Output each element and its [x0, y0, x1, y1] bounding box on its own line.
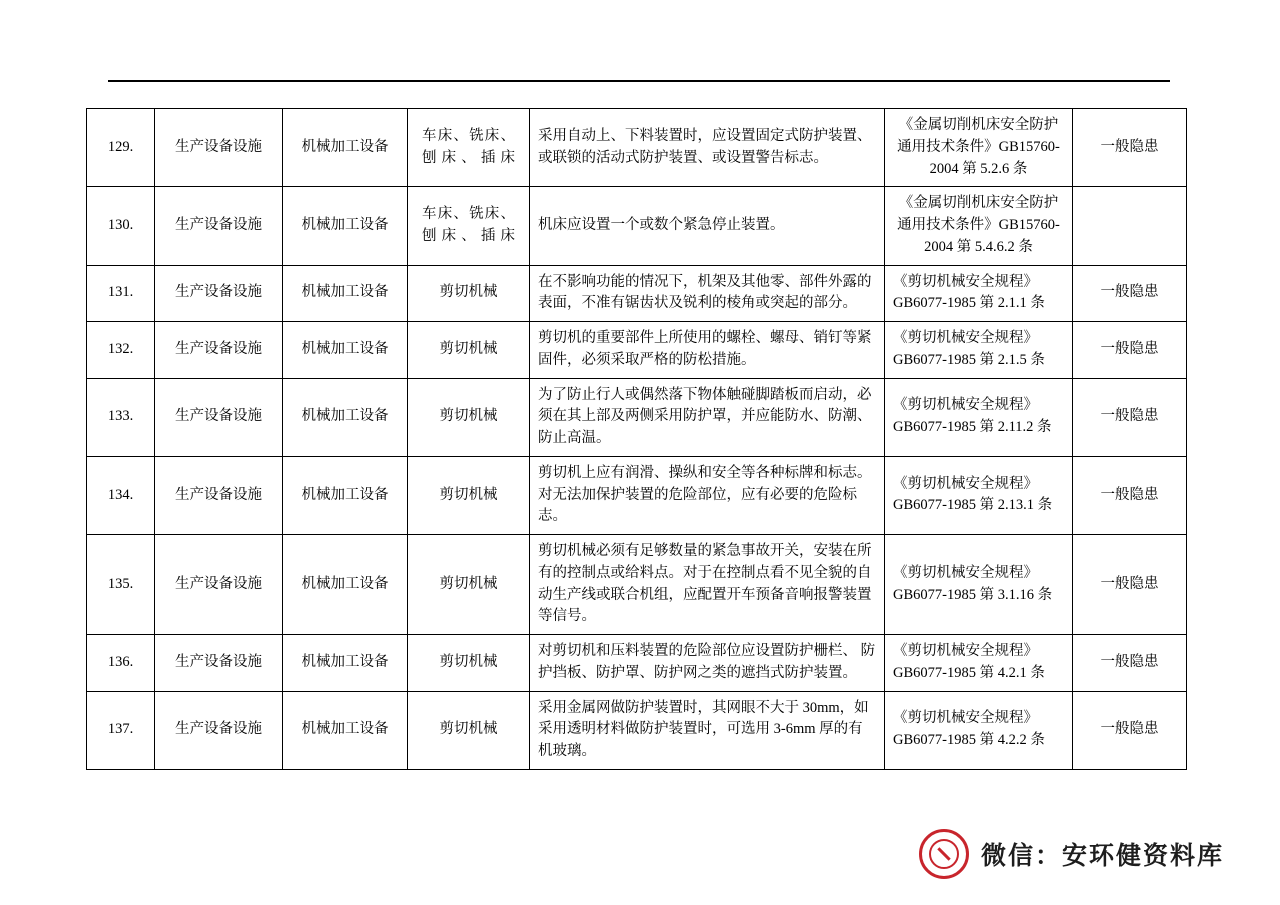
cell-equipment: 剪切机械: [408, 691, 530, 769]
cell-subcategory: 机械加工设备: [283, 187, 408, 265]
cell-level: 一般隐患: [1073, 109, 1187, 187]
cell-level: 一般隐患: [1073, 378, 1187, 456]
cell-level: 一般隐患: [1073, 456, 1187, 534]
cell-category: 生产设备设施: [155, 456, 283, 534]
cell-subcategory: 机械加工设备: [283, 456, 408, 534]
cell-reference: 《剪切机械安全规程》GB6077-1985 第 4.2.2 条: [885, 691, 1073, 769]
cell-no: 129.: [87, 109, 155, 187]
watermark-text: 微信：安环健资料库: [980, 841, 1224, 870]
cell-no: 130.: [87, 187, 155, 265]
cell-level: 一般隐患: [1073, 322, 1187, 379]
cell-reference: 《剪切机械安全规程》GB6077-1985 第 3.1.16 条: [885, 535, 1073, 635]
table-row: [87, 535, 1187, 635]
cell-category: 生产设备设施: [155, 535, 283, 635]
table-row: [87, 109, 1187, 187]
cell-level: 一般隐患: [1073, 535, 1187, 635]
cell-reference: 《金属切削机床安全防护通用技术条件》GB15760-2004 第 5.2.6 条: [885, 109, 1073, 187]
cell-subcategory: 机械加工设备: [283, 265, 408, 322]
table-row: [87, 691, 1187, 769]
cell-reference: 《剪切机械安全规程》GB6077-1985 第 2.11.2 条: [885, 378, 1073, 456]
cell-level: 一般隐患: [1073, 691, 1187, 769]
cell-no: 132.: [87, 322, 155, 379]
cell-no: 133.: [87, 378, 155, 456]
cell-subcategory: 机械加工设备: [283, 535, 408, 635]
hazard-checklist-table-container: [86, 108, 1186, 770]
cell-equipment: 剪切机械: [408, 265, 530, 322]
cell-description: 剪切机的重要部件上所使用的螺栓、螺母、销钉等紧固件，必须采取严格的防松措施。: [530, 322, 885, 379]
cell-category: 生产设备设施: [155, 378, 283, 456]
cell-category: 生产设备设施: [155, 187, 283, 265]
cell-subcategory: 机械加工设备: [283, 322, 408, 379]
cell-equipment: 剪切机械: [408, 456, 530, 534]
table-row: [87, 187, 1187, 265]
watermark: [919, 829, 1224, 879]
cell-category: 生产设备设施: [155, 109, 283, 187]
cell-no: 134.: [87, 456, 155, 534]
cell-description: 对剪切机和压料装置的危险部位应设置防护栅栏、 防护挡板、防护罩、防护网之类的遮挡式防护装置。: [530, 635, 885, 692]
cell-no: 136.: [87, 635, 155, 692]
cell-description: 采用自动上、下料装置时，应设置固定式防护装置、或联锁的活动式防护装置、或设置警告标志。: [530, 109, 885, 187]
cell-reference: 《剪切机械安全规程》GB6077-1985 第 2.1.5 条: [885, 322, 1073, 379]
cell-no: 137.: [87, 691, 155, 769]
cell-reference: 《金属切削机床安全防护通用技术条件》GB15760-2004 第 5.4.6.2 条: [885, 187, 1073, 265]
cell-description: 剪切机械必须有足够数量的紧急事故开关，安装在所有的控制点或给料点。对于在控制点看不见全貌的自动生产线或联合机组，应配置开车预备音响报警装置等信号。: [530, 535, 885, 635]
cell-description: 在不影响功能的情况下，机架及其他零、部件外露的表面，不准有锯齿状及锐利的棱角或突起的部分。: [530, 265, 885, 322]
cell-level: 一般隐患: [1073, 635, 1187, 692]
cell-description: 采用金属网做防护装置时，其网眼不大于 30mm，如采用透明材料做防护装置时，可选用 3-6mm 厚的有机玻璃。: [530, 691, 885, 769]
cell-subcategory: 机械加工设备: [283, 635, 408, 692]
cell-subcategory: 机械加工设备: [283, 109, 408, 187]
cell-description: 为了防止行人或偶然落下物体触碰脚踏板而启动，必须在其上部及两侧采用防护罩，并应能防水、防潮、防止高温。: [530, 378, 885, 456]
table-row: [87, 635, 1187, 692]
cell-subcategory: 机械加工设备: [283, 691, 408, 769]
cell-no: 135.: [87, 535, 155, 635]
cell-category: 生产设备设施: [155, 265, 283, 322]
cell-description: 机床应设置一个或数个紧急停止装置。: [530, 187, 885, 265]
header-divider: [108, 80, 1170, 82]
cell-category: 生产设备设施: [155, 691, 283, 769]
cell-level: 一般隐患: [1073, 265, 1187, 322]
cell-category: 生产设备设施: [155, 635, 283, 692]
cell-level: [1073, 187, 1187, 265]
hazard-checklist-table: [86, 108, 1187, 770]
cell-reference: 《剪切机械安全规程》GB6077-1985 第 2.13.1 条: [885, 456, 1073, 534]
cell-equipment: 车床、铣床、刨床、插床: [408, 109, 530, 187]
table-row: [87, 322, 1187, 379]
circle-seal-icon: [919, 829, 969, 879]
table-row: [87, 378, 1187, 456]
cell-equipment: 剪切机械: [408, 322, 530, 379]
cell-no: 131.: [87, 265, 155, 322]
cell-reference: 《剪切机械安全规程》GB6077-1985 第 2.1.1 条: [885, 265, 1073, 322]
cell-description: 剪切机上应有润滑、操纵和安全等各种标牌和标志。对无法加保护装置的危险部位，应有必要的危险标志。: [530, 456, 885, 534]
cell-equipment: 剪切机械: [408, 535, 530, 635]
cell-equipment: 剪切机械: [408, 635, 530, 692]
table-row: [87, 265, 1187, 322]
cell-subcategory: 机械加工设备: [283, 378, 408, 456]
cell-reference: 《剪切机械安全规程》GB6077-1985 第 4.2.1 条: [885, 635, 1073, 692]
cell-category: 生产设备设施: [155, 322, 283, 379]
cell-equipment: 剪切机械: [408, 378, 530, 456]
table-row: [87, 456, 1187, 534]
cell-equipment: 车床、铣床、刨床、插床: [408, 187, 530, 265]
